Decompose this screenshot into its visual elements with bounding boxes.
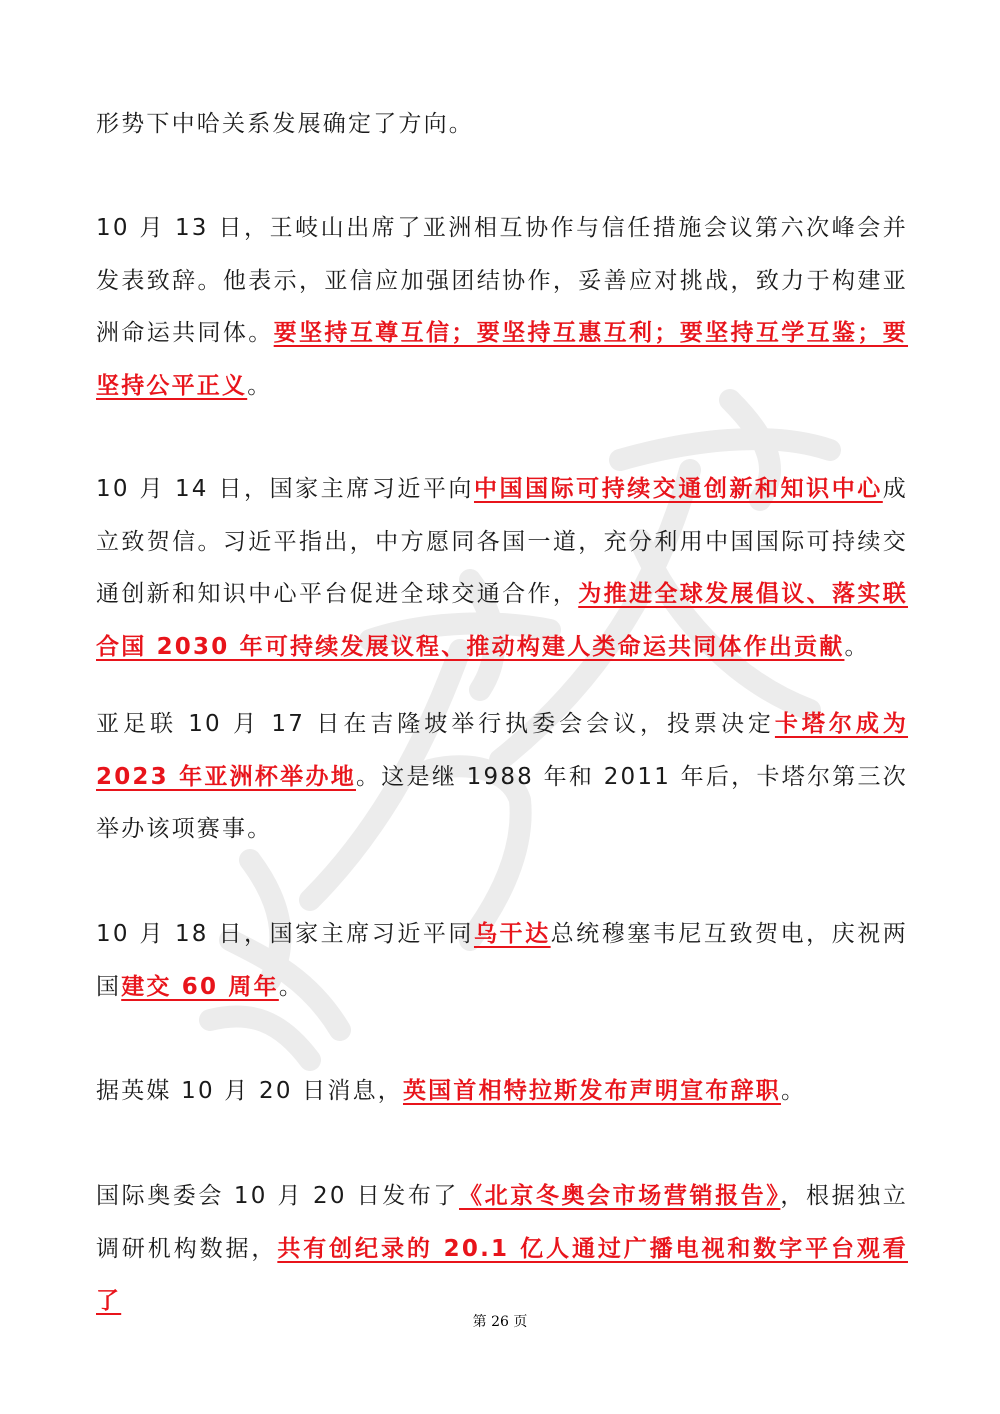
paragraph-3 [96, 463, 908, 673]
body-text: 。 [780, 1078, 807, 1104]
body-text: 据英媒 10 月 20 日消息， [96, 1078, 403, 1104]
body-text: 国际奥委会 10 月 20 日发布了 [96, 1183, 460, 1209]
body-text: 。这是继 1988 年和 2011 年后，卡塔尔第三次举办该项赛事。 [96, 763, 908, 842]
highlighted-text: 共有创纪录的 20.1 亿人通过广播电视和数字平台观看了 [96, 1235, 908, 1314]
paragraph-7 [96, 1170, 908, 1328]
highlighted-text: 为推进全球发展倡议、落实联合国 2030 年可持续发展议程、推动构建人类命运共同体作出贡献 [96, 581, 908, 660]
body-text: 。 [278, 973, 305, 1000]
page-number: 第 26 页 [472, 1314, 528, 1330]
paragraph-6 [96, 1065, 908, 1118]
body-text: 成立致贺信。习近平指出，中方愿同各国一道，充分利用中国国际可持续交通创新和知识中心平台促进全球交通合作， [96, 476, 908, 607]
highlighted-text: 卡塔尔成为 2023 年亚洲杯举办地 [96, 711, 909, 790]
highlighted-text: 要坚持互尊互信；要坚持互惠互利；要坚持互学互鉴；要坚持公平正义 [96, 320, 909, 399]
body-text: 10 月 14 日，国家主席习近平向 [96, 476, 474, 502]
highlighted-text: 建交 60 周年 [121, 973, 279, 1000]
body-text: 总统穆塞韦尼互致贺电，庆祝两国 [96, 921, 908, 1000]
body-text: ，根据独立调研机构数据， [96, 1183, 908, 1262]
highlighted-text: 乌干达 [473, 921, 551, 947]
highlighted-text: 英国首相特拉斯发布声明宣布辞职 [402, 1078, 781, 1104]
body-text: 。 [844, 633, 870, 660]
body-text: 。 [247, 372, 273, 399]
highlighted-text: 中国国际可持续交通创新和知识中心 [473, 476, 883, 502]
highlighted-text: 《北京冬奥会市场营销报告》 [459, 1183, 781, 1209]
paragraph-4 [96, 698, 908, 856]
paragraph-5 [96, 908, 908, 1013]
body-text: 形势下中哈关系发展确定了方向。 [96, 111, 474, 137]
paragraph-2 [96, 202, 908, 412]
body-text: 亚足联 10 月 17 日在吉隆坡举行执委会会议，投票决定 [96, 711, 775, 737]
body-text: 10 月 13 日，王岐山出席了亚洲相互协作与信任措施会议第六次峰会并发表致辞。他表示，亚信应加强团结协作，妥善应对挑战，致力于构建亚洲命运共同体。 [96, 215, 908, 346]
paragraph-1 [96, 98, 908, 151]
body-text: 10 月 18 日，国家主席习近平同 [96, 921, 474, 947]
